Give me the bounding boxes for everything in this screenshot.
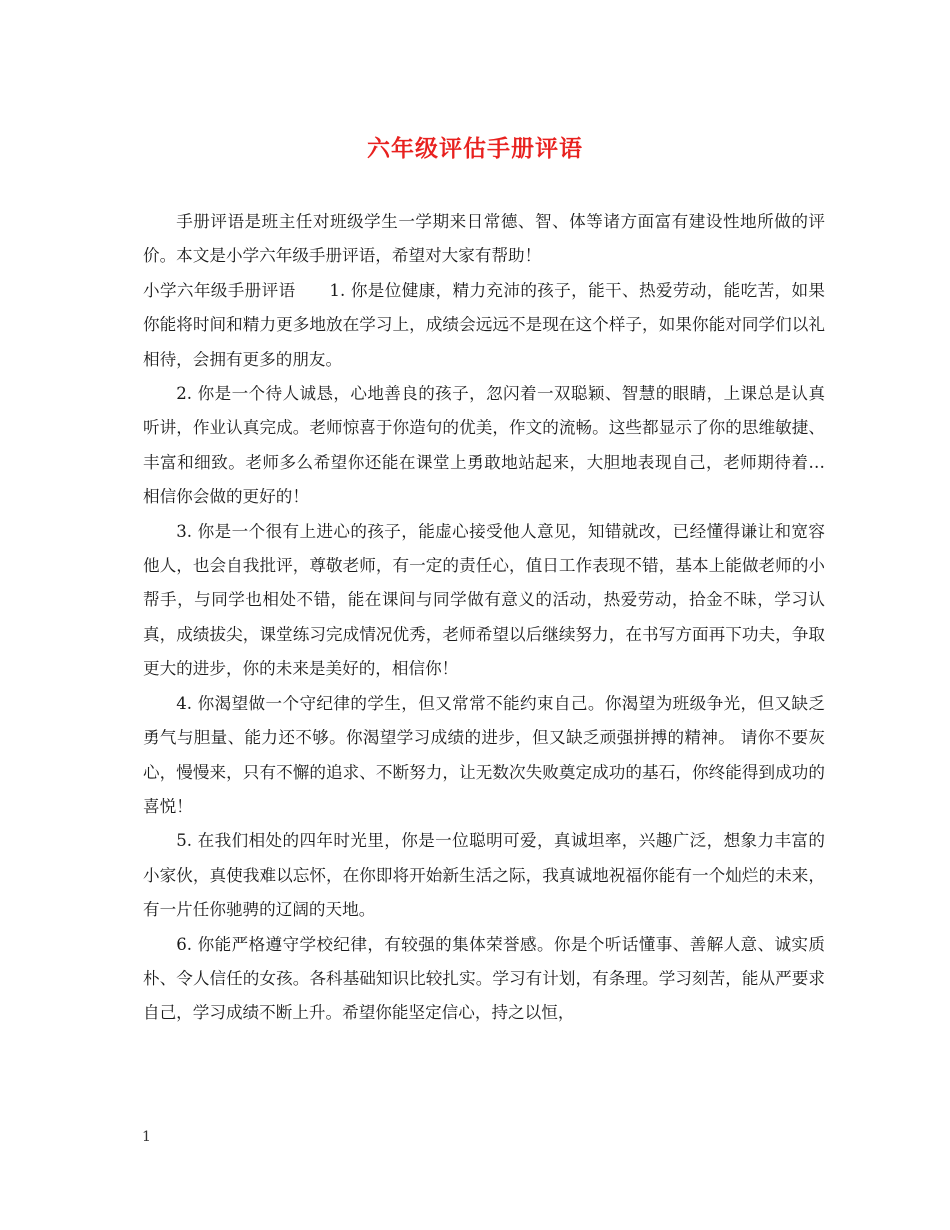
intro-paragraph: 手册评语是班主任对班级学生一学期来日常德、智、体等诸方面富有建设性地所做的评价。本文是小学六年级手册评语，希望对大家有帮助！ — [143, 212, 825, 266]
document-body — [143, 205, 825, 1031]
document-title: 六年级评估手册评语 — [367, 135, 583, 162]
comment-paragraph-5: 5. 在我们相处的四年时光里，你是一位聪明可爱，真诚坦率，兴趣广泛，想象力丰富的小家伙，真使我难以忘怀，在你即将开始新生活之际，我真诚地祝福你能有一个灿烂的未来，有一片任你驰骋的辽阔的天地。 — [143, 831, 825, 920]
comment-paragraph-1: 小学六年级手册评语 1. 你是位健康，精力充沛的孩子，能干、热爱劳动，能吃苦，如果你能将时间和精力更多地放在学习上，成绩会远远不是现在这个样子，如果你能对同学们以礼相待，会拥有更多的朋友。 — [143, 280, 825, 369]
comment-paragraph-3: 3. 你是一个很有上进心的孩子，能虚心接受他人意见，知错就改，已经懂得谦让和宽容他人，也会自我批评，尊敬老师，有一定的责任心，值日工作表现不错，基本上能做老师的小帮手，与同学也相处不错，能在课间与同学做有意义的活动，热爱劳动，拾金不昧，学习认真，成绩拔尖，课堂练习完成情况优秀，老师希望以后继续努力，在书写方面再下功夫，争取更大的进步，你的未来是美好的，相信你！ — [143, 521, 825, 679]
page-number: 1 — [142, 1129, 151, 1145]
comment-paragraph-4: 4. 你渴望做一个守纪律的学生，但又常常不能约束自己。你渴望为班级争光，但又缺乏勇气与胆量、能力还不够。你渴望学习成绩的进步，但又缺乏顽强拼搏的精神。 请你不要灰心，慢慢来，只有不懈的追求、不断努力，让无数次失败奠定成功的基石，你终能得到成功的喜悦！ — [143, 693, 825, 816]
comment-paragraph-6: 6. 你能严格遵守学校纪律，有较强的集体荣誉感。你是个听话懂事、善解人意、诚实质朴、令人信任的女孩。各科基础知识比较扎实。学习有计划，有条理。学习刻苦，能从严要求自己，学习成绩不断上升。希望你能坚定信心，持之以恒， — [143, 934, 825, 1023]
comment-paragraph-2: 2. 你是一个待人诚恳，心地善良的孩子，忽闪着一双聪颖、智慧的眼睛，上课总是认真听讲，作业认真完成。老师惊喜于你造句的优美，作文的流畅。这些都显示了你的思维敏捷、丰富和细致。老师多么希望你还能在课堂上勇敢地站起来，大胆地表现自己，老师期待着… 相信你会做的更好的！ — [143, 384, 825, 507]
